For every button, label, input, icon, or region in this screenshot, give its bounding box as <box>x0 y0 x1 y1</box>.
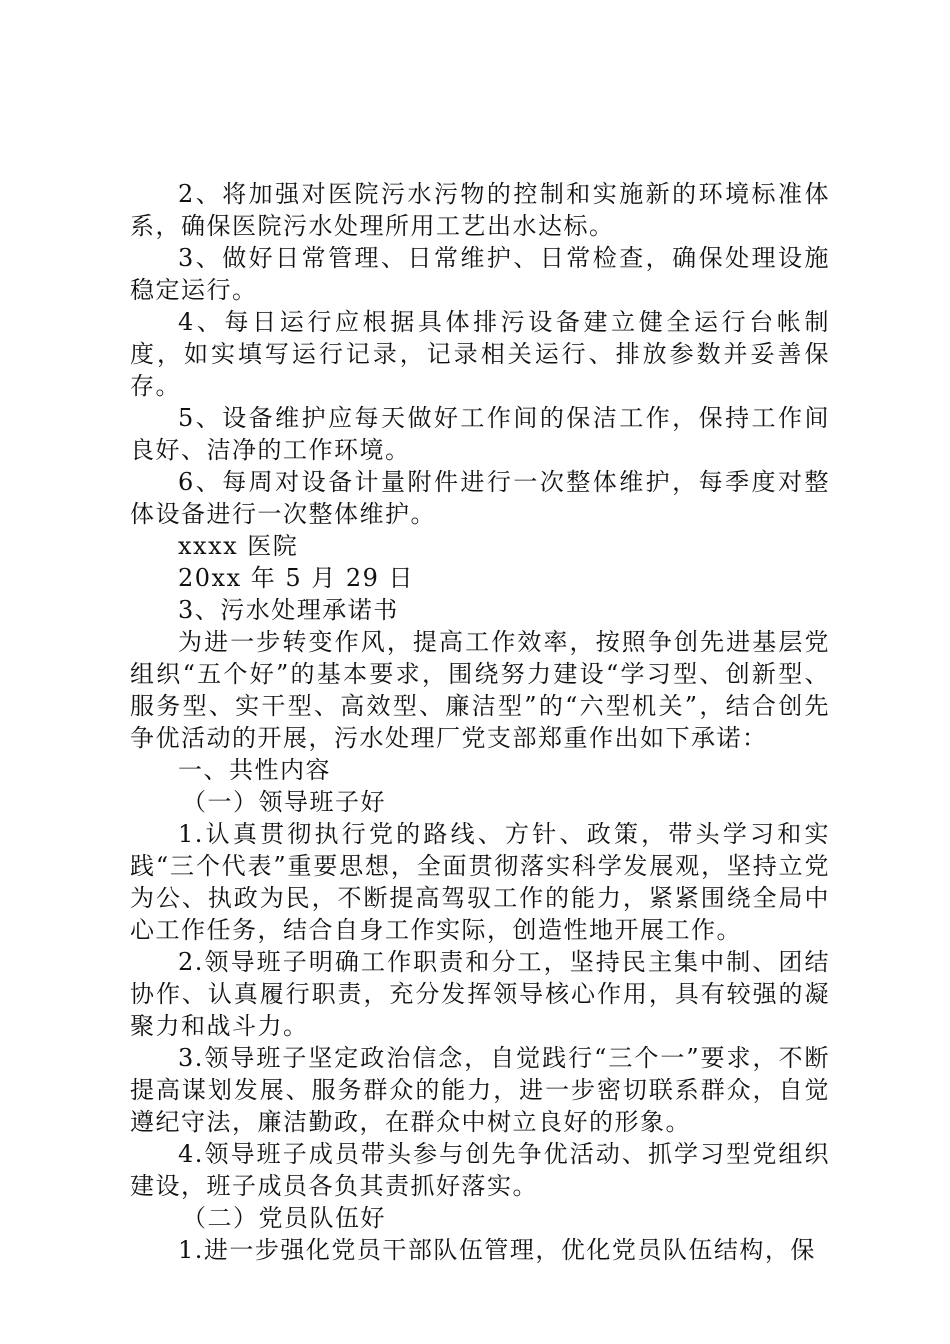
leadership-item-4: 4.领导班子成员带头参与创先争优活动、抓学习型党组织建设，班子成员各负其责抓好落实。 <box>130 1140 830 1200</box>
paragraph-item-6: 6、每周对设备计量附件进行一次整体维护，每季度对整体设备进行一次整体维护。 <box>130 468 830 528</box>
subheading-leadership: （一）领导班子好 <box>182 788 386 816</box>
paragraph-item-5: 5、设备维护应每天做好工作间的保洁工作，保持工作间良好、洁净的工作环境。 <box>130 404 830 464</box>
leadership-item-3: 3.领导班子坚定政治信念，自觉践行“三个一”要求，不断提高谋划发展、服务群众的能力，进一步密切联系群众，自觉遵纪守法，廉洁勤政，在群众中树立良好的形象。 <box>130 1044 830 1136</box>
section-title: 3、污水处理承诺书 <box>178 596 399 624</box>
document-body <box>130 178 830 1266</box>
leadership-item-2: 2.领导班子明确工作职责和分工，坚持民主集中制、团结协作、认真履行职责，充分发挥领导核心作用，具有较强的凝聚力和战斗力。 <box>130 948 830 1040</box>
party-members-item-1: 1.进一步强化党员干部队伍管理，优化党员队伍结构，保 <box>178 1236 816 1264</box>
paragraph-item-4: 4、每日运行应根据具体排污设备建立健全运行台帐制度，如实填写运行记录，记录相关运行、排放参数并妥善保存。 <box>130 308 830 400</box>
signature-date: 20xx 年 5 月 29 日 <box>178 564 415 592</box>
paragraph-item-2: 2、将加强对医院污水污物的控制和实施新的环境标准体系，确保医院污水处理所用工艺出水达标。 <box>130 180 830 240</box>
intro-paragraph: 为进一步转变作风，提高工作效率，按照争创先进基层党组织“五个好”的基本要求，围绕努力建设“学习型、创新型、服务型、实干型、高效型、廉洁型”的“六型机关”，结合创先争优活动的开展，污水处理厂党支部郑重作出如下承诺： <box>130 628 830 752</box>
subheading-party-members: （二）党员队伍好 <box>182 1204 386 1232</box>
signature-organization: xxxx 医院 <box>178 532 299 560</box>
paragraph-item-3: 3、做好日常管理、日常维护、日常检查，确保处理设施稳定运行。 <box>130 244 830 304</box>
leadership-item-1: 1.认真贯彻执行党的路线、方针、政策，带头学习和实践“三个代表”重要思想，全面贯彻落实科学发展观，坚持立党为公、执政为民，不断提高驾驭工作的能力，紧紧围绕全局中心工作任务，结合自身工作实际，创造性地开展工作。 <box>130 820 830 944</box>
heading-common-content: 一、共性内容 <box>178 756 331 784</box>
